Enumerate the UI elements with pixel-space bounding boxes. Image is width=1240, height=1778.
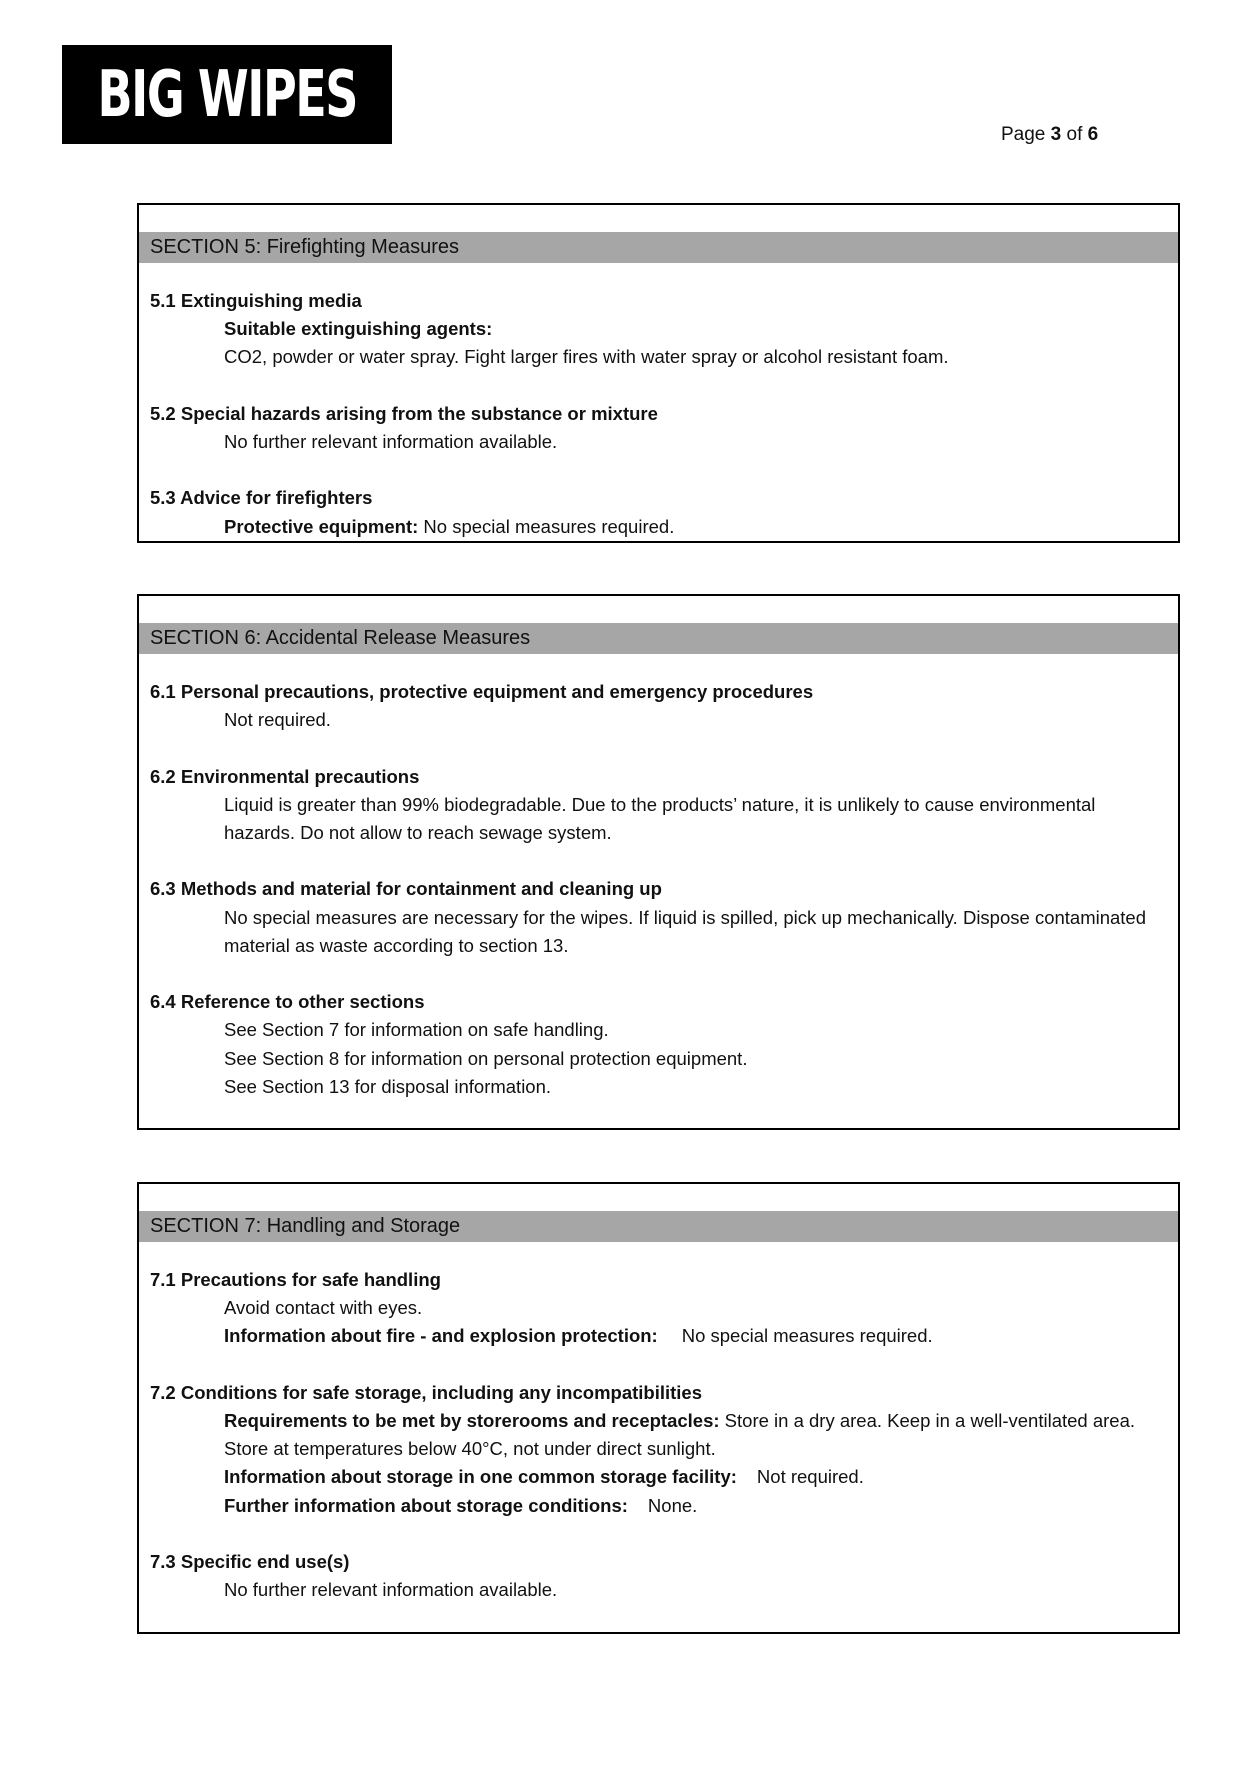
section-7-box (137, 1182, 1180, 1634)
body-text: No special measures are necessary for the wipes. If liquid is spilled, pick up mechanically. Dispose contaminated material as waste according to section 13. (224, 906, 1147, 956)
body-text: Liquid is greater than 99% biodegradable. Due to the products’ nature, it is unlikely to cause environmental hazards. Do not allow to reach sewage system. (224, 793, 1096, 843)
body-text: No special measures required. (681, 1325, 933, 1347)
body-text: CO2, powder or water spray. Fight larger fires with water spray or alcohol resistant foam. (224, 346, 949, 368)
subsection-heading: 7.1 Precautions for safe handling (150, 1269, 441, 1290)
section-5-box (137, 203, 1180, 543)
subsection-heading: 6.4 Reference to other sections (150, 991, 425, 1013)
subsection-heading: 6.1 Personal precautions, protective equipment and emergency procedures (150, 681, 814, 702)
body-text: None. (647, 1494, 698, 1516)
section-7-title: SECTION 7: Handling and Storage (139, 1211, 1178, 1242)
field-label: Requirements to be met by storerooms and receptacles: (224, 1410, 720, 1431)
section-6-title: SECTION 6: Accidental Release Measures (139, 623, 1178, 654)
field-label: Protective equipment: (224, 515, 419, 537)
body-text: Avoid contact with eyes. (224, 1297, 423, 1319)
field-label: Information about fire - and explosion protection: (224, 1325, 658, 1347)
section-5-title: SECTION 5: Firefighting Measures (139, 232, 1178, 263)
body-text: See Section 8 for information on personal protection equipment. (224, 1047, 748, 1069)
subsection-heading: 5.3 Advice for firefighters (150, 487, 373, 509)
subsection-heading: 6.3 Methods and material for containment and cleaning up (150, 878, 662, 900)
body-text: No further relevant information available. (224, 431, 558, 452)
body-text: No special measures required. (418, 515, 675, 537)
subsection-heading: 6.2 Environmental precautions (150, 765, 420, 787)
body-text: Store in a dry area. Keep in a well-ventilated area. Store at temperatures below 40°C, not under direct sunlight. (224, 1410, 1136, 1460)
subsection-heading: 5.1 Extinguishing media (150, 290, 362, 311)
field-label: Suitable extinguishing agents: (224, 318, 493, 340)
subsection-heading: 7.2 Conditions for safe storage, including any incompatibilities (150, 1381, 703, 1403)
big-wipes-logo (62, 45, 392, 144)
subsection-heading: 7.3 Specific end use(s) (150, 1551, 350, 1572)
body-text: Not required. (224, 709, 331, 731)
section-6-box (137, 594, 1180, 1130)
body-text: See Section 13 for disposal information. (224, 1075, 552, 1097)
field-label: Information about storage in one common storage facility: (224, 1466, 737, 1488)
page-number: Page 3 of 6 (1001, 124, 1099, 145)
body-text: See Section 7 for information on safe handling. (224, 1019, 609, 1041)
body-text: Not required. (756, 1466, 864, 1488)
field-label: Further information about storage conditions: (224, 1494, 628, 1516)
body-text: No further relevant information available. (224, 1579, 558, 1601)
logo-text: BIG WIPES (97, 57, 357, 132)
subsection-heading: 5.2 Special hazards arising from the substance or mixture (150, 402, 658, 424)
